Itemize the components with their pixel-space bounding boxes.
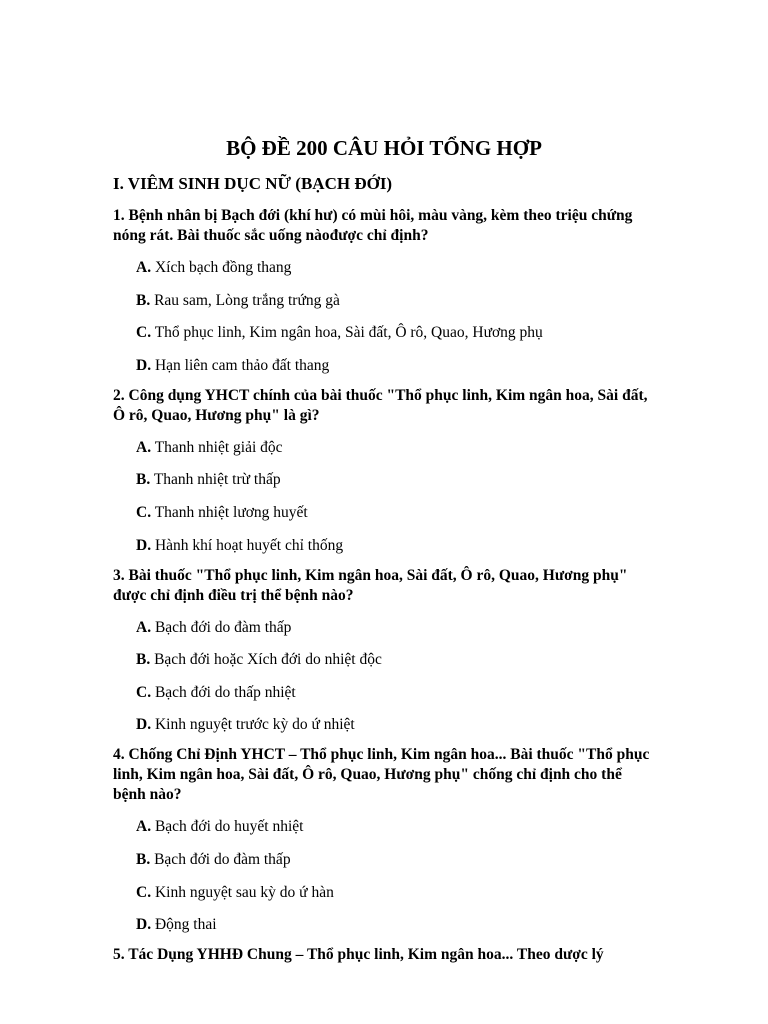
option-a bbox=[136, 618, 653, 638]
option-c bbox=[136, 883, 653, 903]
option-letter: A. bbox=[136, 259, 152, 276]
option-letter: D. bbox=[136, 716, 152, 734]
option-text: Bạch đới do đàm thấp bbox=[154, 850, 291, 868]
option-letter: A. bbox=[136, 438, 152, 456]
option-text: Hành khí hoạt huyết chỉ thống bbox=[154, 536, 344, 554]
question-list bbox=[113, 206, 653, 977]
option-letter: B. bbox=[136, 651, 151, 669]
option-text: Bạch đới hoặc Xích đới do nhiệt độc bbox=[154, 651, 382, 669]
option-letter: A. bbox=[136, 818, 152, 836]
option-text: Thổ phục linh, Kim ngân hoa, Sài đất, Ô rô, Quao, Hương phụ bbox=[154, 324, 543, 342]
option-text: Bạch đới do huyết nhiệt bbox=[154, 818, 304, 836]
option-letter: C. bbox=[136, 683, 152, 701]
option-text: Thanh nhiệt trừ thấp bbox=[153, 471, 281, 489]
option-text: Hạn liên cam thảo đất thang bbox=[154, 356, 330, 374]
option-a bbox=[136, 817, 653, 837]
option-letter: A. bbox=[136, 618, 152, 636]
option-letter: D. bbox=[136, 916, 152, 934]
option-letter: D. bbox=[136, 536, 152, 554]
option-b bbox=[136, 850, 653, 870]
option-letter: B. bbox=[136, 471, 151, 489]
option-d bbox=[136, 356, 653, 376]
question-4 bbox=[113, 745, 653, 935]
question-3 bbox=[113, 566, 653, 736]
option-text: Rau sam, Lòng trắng trứng gà bbox=[154, 291, 340, 309]
option-b bbox=[136, 650, 653, 670]
option-text: Bạch đới do đàm thấp bbox=[154, 618, 292, 636]
option-b bbox=[136, 470, 653, 490]
option-b bbox=[136, 291, 653, 311]
option-letter: D. bbox=[136, 356, 152, 374]
option-letter: C. bbox=[136, 883, 152, 901]
option-c bbox=[136, 683, 653, 703]
option-text: Kinh nguyệt sau kỳ do ứ hàn bbox=[154, 883, 334, 901]
document-title: BỘ ĐỀ 200 CÂU HỎI TỔNG HỢP bbox=[226, 136, 542, 160]
question-text: 1. Bệnh nhân bị Bạch đới (khí hư) có mùi hôi, màu vàng, kèm theo triệu chứng nóng rát. Bài thuốc sắc uống nàođược chỉ định? bbox=[113, 207, 633, 244]
section-heading: I. VIÊM SINH DỤC NỮ (BẠCH ĐỚI) bbox=[113, 174, 393, 193]
option-a bbox=[136, 438, 653, 458]
option-d bbox=[136, 536, 653, 556]
option-d bbox=[136, 715, 653, 735]
option-c bbox=[136, 323, 653, 343]
option-d bbox=[136, 915, 653, 935]
option-text: Kinh nguyệt trước kỳ do ứ nhiệt bbox=[154, 716, 355, 734]
question-5 bbox=[113, 945, 653, 965]
question-text: 3. Bài thuốc "Thổ phục linh, Kim ngân hoa, Sài đất, Ô rô, Quao, Hương phụ" được chỉ định điều trị thể bệnh nào? bbox=[113, 566, 628, 604]
question-text: 4. Chống Chỉ Định YHCT – Thổ phục linh, Kim ngân hoa... Bài thuốc "Thổ phục linh, Kim ngân hoa, Sài đất, Ô rô, Quao, Hương phụ" chống chỉ định cho thể bệnh nào? bbox=[113, 746, 650, 804]
option-letter: C. bbox=[136, 503, 152, 521]
option-letter: C. bbox=[136, 324, 152, 342]
option-c bbox=[136, 503, 653, 523]
question-1 bbox=[113, 206, 653, 376]
option-text: Thanh nhiệt lương huyết bbox=[154, 503, 308, 521]
question-text: 2. Công dụng YHCT chính của bài thuốc "Thổ phục linh, Kim ngân hoa, Sài đất, Ô rô, Quao, Hương phụ" là gì? bbox=[113, 386, 648, 424]
question-text: 5. Tác Dụng YHHĐ Chung – Thổ phục linh, Kim ngân hoa... Theo dược lý bbox=[113, 946, 604, 964]
option-text: Xích bạch đồng thang bbox=[154, 259, 292, 276]
option-a bbox=[136, 258, 653, 278]
option-text: Động thai bbox=[154, 916, 217, 934]
option-text: Thanh nhiệt giải độc bbox=[154, 438, 283, 456]
option-letter: B. bbox=[136, 291, 151, 309]
option-letter: B. bbox=[136, 850, 151, 868]
question-2 bbox=[113, 386, 653, 556]
option-text: Bạch đới do thấp nhiệt bbox=[154, 683, 296, 701]
